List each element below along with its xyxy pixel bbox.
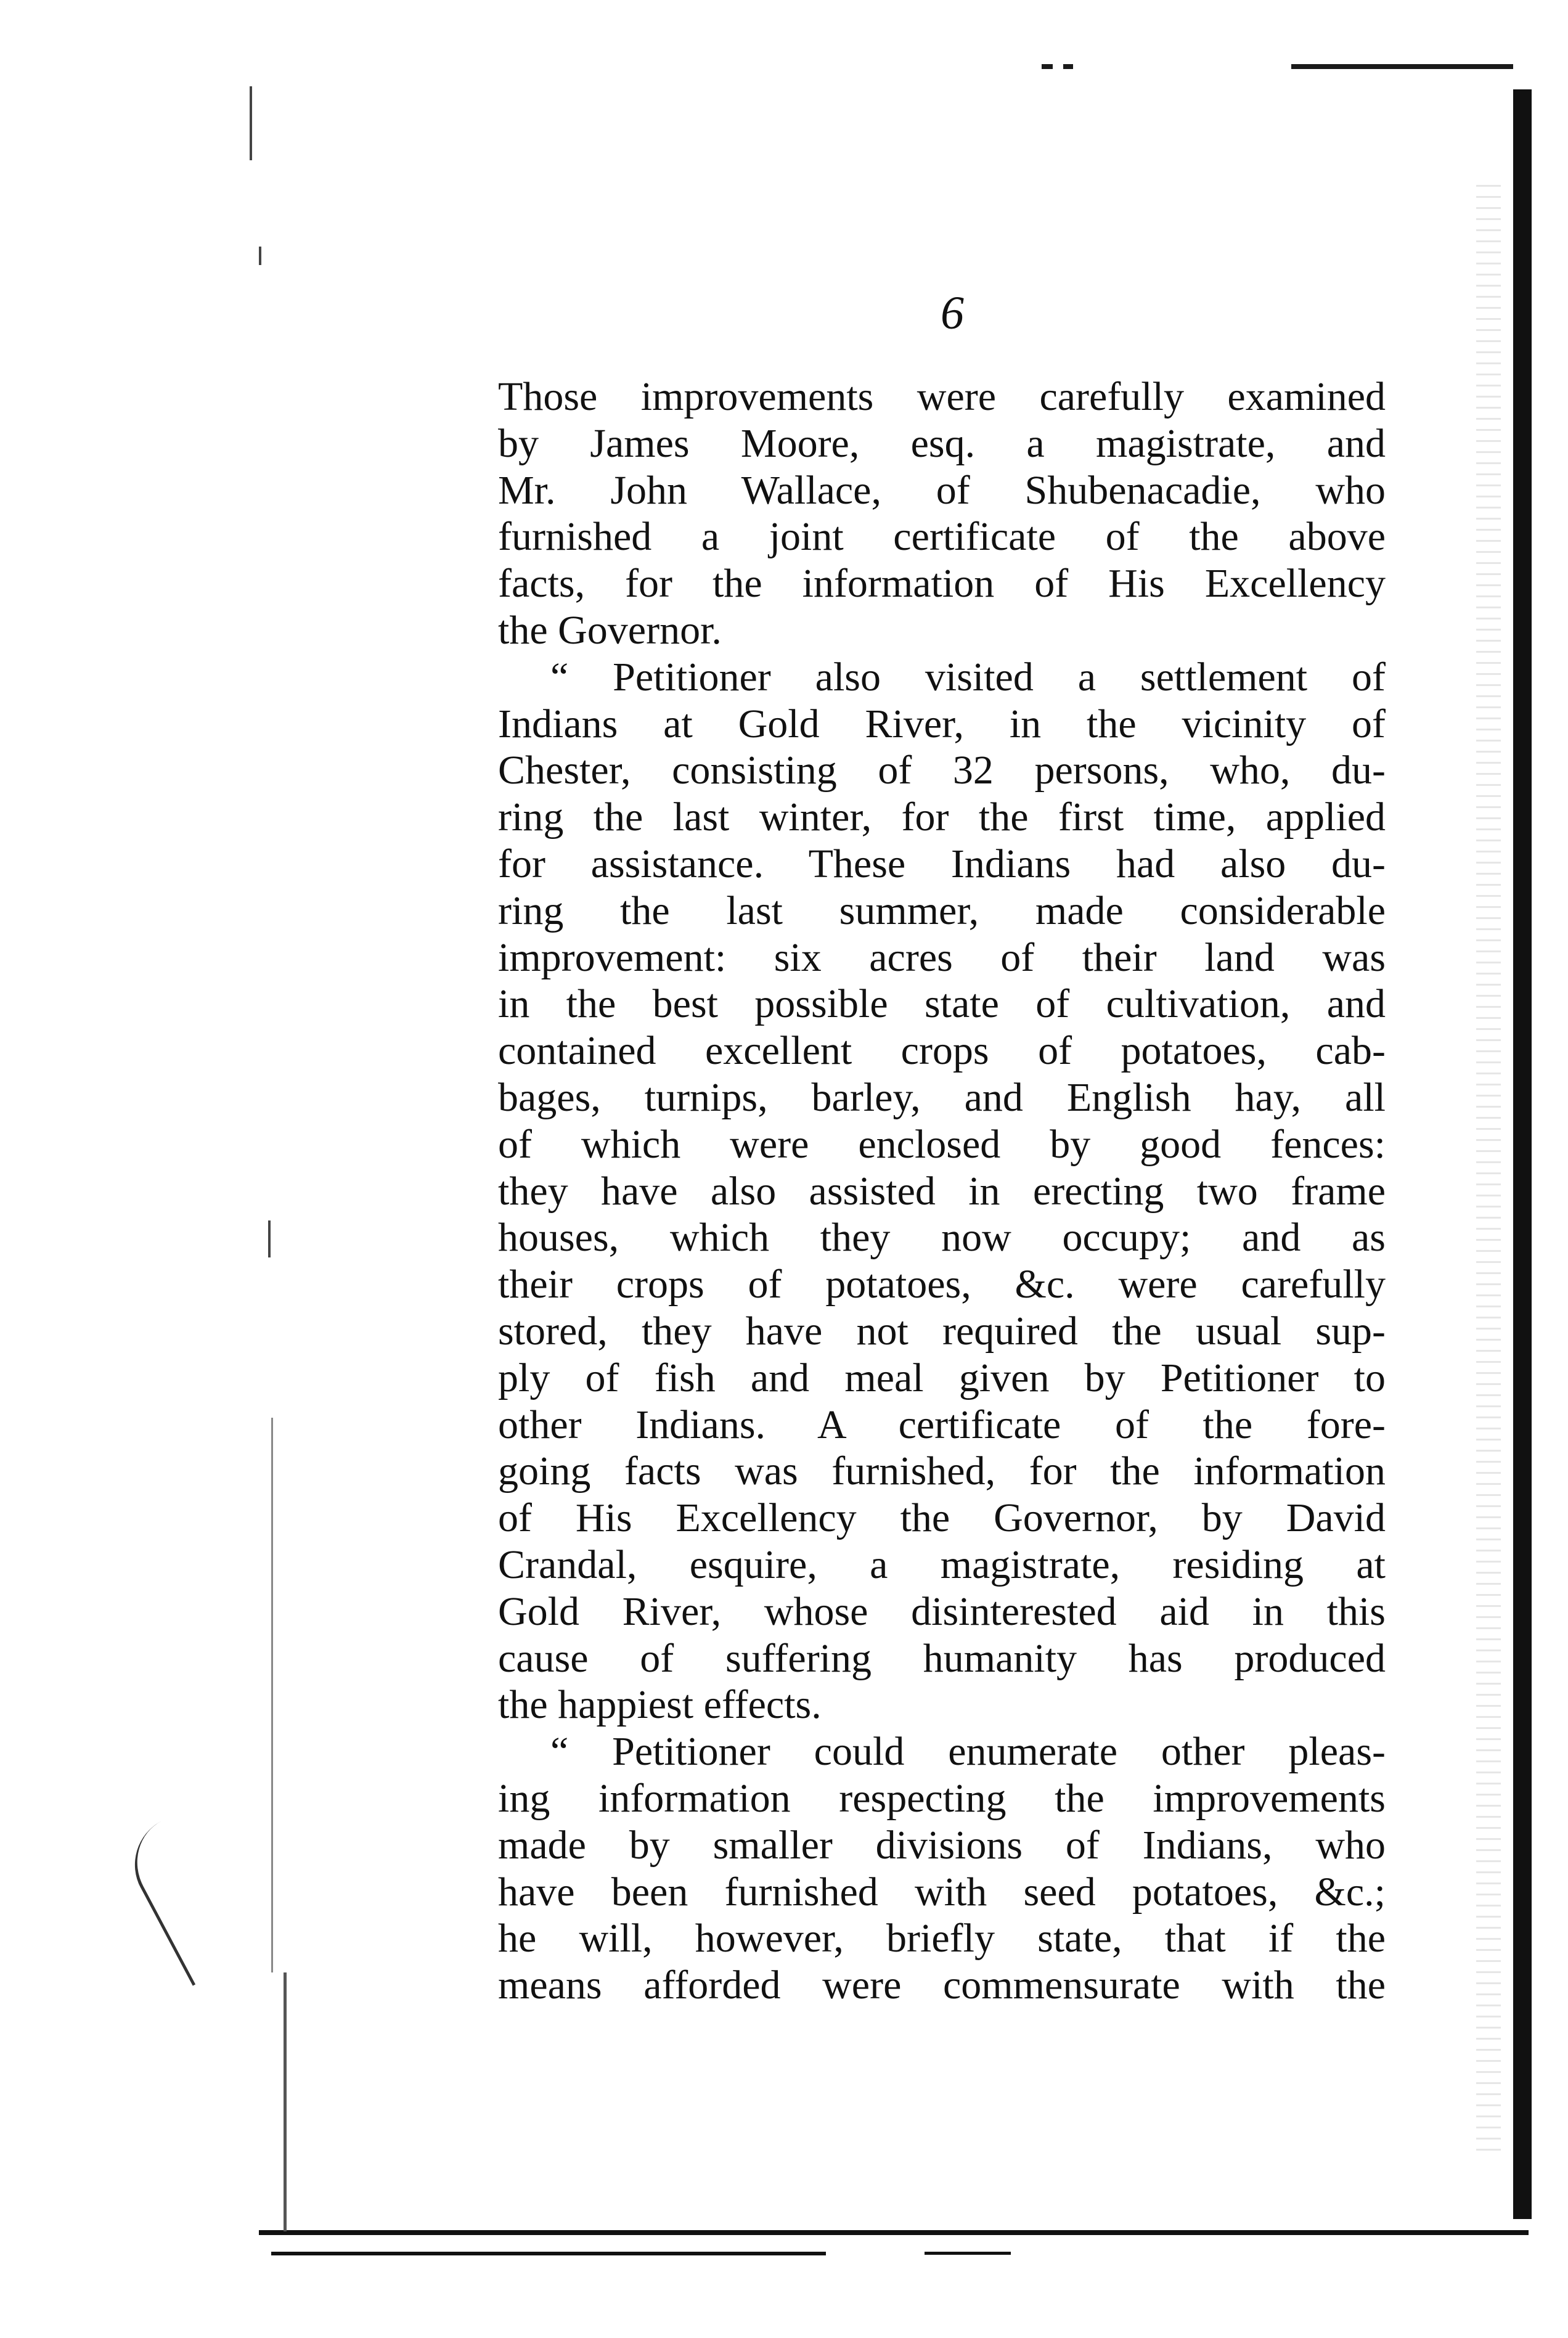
paragraph — [498, 374, 1386, 654]
top-rule — [1063, 64, 1073, 69]
text-line: cause of suffering humanity has produced — [498, 1635, 1386, 1681]
text-line: Crandal, esquire, a magistrate, residing at — [498, 1542, 1386, 1587]
paragraph — [498, 1728, 1386, 2009]
text-line: have been furnished with seed potatoes, &c.; — [498, 1869, 1386, 1915]
page-edge — [1513, 89, 1532, 2219]
text-line: he will, however, briefly state, that if the — [498, 1916, 1386, 1961]
text-line: facts, for the information of His Excellency — [498, 561, 1386, 607]
body-text — [498, 374, 1386, 2009]
text-line: Those improvements were carefully examined — [498, 374, 1386, 419]
text-line: of His Excellency the Governor, by David — [498, 1495, 1386, 1541]
text-line: Indians at Gold River, in the vicinity of — [498, 701, 1386, 746]
text-line: in the best possible state of cultivation, and — [498, 981, 1386, 1027]
text-line: stored, they have not required the usual sup- — [498, 1308, 1386, 1354]
text-line: ing information respecting the improvements — [498, 1775, 1386, 1821]
margin-mark — [250, 86, 252, 160]
text-line: of which were enclosed by good fences: — [498, 1121, 1386, 1167]
bottom-rule — [259, 2230, 1529, 2235]
text-line: “ Petitioner also visited a settlement of — [550, 654, 1386, 700]
bottom-rule — [925, 2252, 1011, 2255]
text-line: Mr. John Wallace, of Shubenacadie, who — [498, 467, 1386, 513]
text-line: contained excellent crops of potatoes, cab- — [498, 1028, 1386, 1074]
paragraph — [498, 654, 1386, 1728]
margin-mark — [284, 1972, 287, 2231]
top-rule — [1291, 64, 1513, 69]
text-line: Chester, consisting of 32 persons, who, du- — [498, 748, 1386, 793]
text-line: furnished a joint certificate of the above — [498, 514, 1386, 560]
text-line: ring the last winter, for the first time, applied — [498, 795, 1386, 840]
text-line: going facts was furnished, for the information — [498, 1449, 1386, 1494]
text-line: the Governor. — [498, 607, 722, 653]
text-line: means afforded were commensurate with the — [498, 1963, 1386, 2008]
margin-mark — [268, 1220, 271, 1257]
page-edge-texture — [1476, 185, 1501, 2157]
text-line: “ Petitioner could enumerate other pleas- — [550, 1729, 1386, 1775]
text-line: improvement: six acres of their land was — [498, 934, 1386, 980]
margin-mark — [259, 247, 261, 265]
text-line: made by smaller divisions of Indians, who — [498, 1822, 1386, 1868]
text-line: houses, which they now occupy; and as — [498, 1215, 1386, 1261]
top-rule — [1042, 64, 1053, 69]
text-line: by James Moore, esq. a magistrate, and — [498, 420, 1386, 466]
text-line: bages, turnips, barley, and English hay, all — [498, 1074, 1386, 1120]
text-line: the happiest effects. — [498, 1682, 822, 1728]
margin-mark — [271, 1418, 273, 1972]
text-line: for assistance. These Indians had also du- — [498, 841, 1386, 886]
text-line: other Indians. A certificate of the fore- — [498, 1402, 1386, 1447]
bottom-rule — [271, 2252, 826, 2255]
text-line: ring the last summer, made considerable — [498, 888, 1386, 933]
text-line: ply of fish and meal given by Petitioner to — [498, 1355, 1386, 1400]
page-number: 6 — [941, 287, 964, 339]
text-line: Gold River, whose disinterested aid in this — [498, 1588, 1386, 1634]
text-line: their crops of potatoes, &c. were carefully — [498, 1262, 1386, 1307]
text-line: they have also assisted in erecting two frame — [498, 1168, 1386, 1214]
margin-stroke — [118, 1811, 256, 1986]
